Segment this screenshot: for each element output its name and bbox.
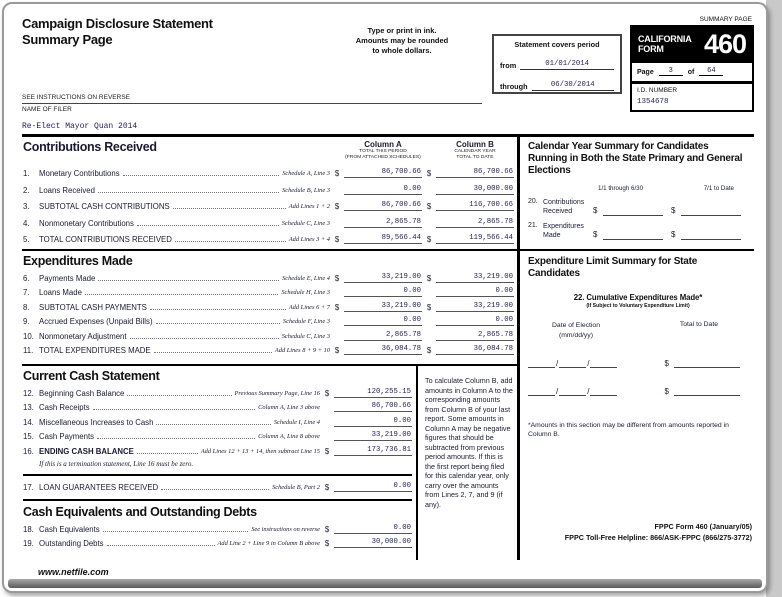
right-column: [520, 137, 754, 560]
id-number-value: 1354678: [637, 98, 669, 106]
blank-amount-field: [603, 230, 663, 240]
title-line-2: Summary Page: [22, 31, 113, 47]
amount-col-a: 33,219.00: [344, 302, 422, 312]
blank-amount-field: [674, 386, 740, 396]
line-number: 7.: [23, 288, 30, 297]
dollar-sign-b: $: [426, 235, 432, 245]
period-box-title: Statement covers period: [514, 40, 600, 49]
amount-col-a: 89,566.44: [344, 234, 422, 244]
line-label: Loans Received: [39, 185, 95, 195]
line-number: 4.: [23, 218, 30, 228]
line-label: TOTAL EXPENDITURES MADE: [39, 346, 151, 355]
dotted-leader: [156, 323, 280, 324]
line-label: Beginning Cash Balance: [39, 388, 125, 398]
statement-period-box: [492, 34, 622, 94]
line-number: 17.: [23, 483, 34, 492]
section-expenditures-made: [22, 251, 517, 366]
election-date-row-2: [528, 386, 748, 396]
page-number-row: [630, 63, 754, 83]
form-number-460: 460: [703, 28, 746, 59]
column-a-sub1: TOTAL THIS PERIOD: [359, 149, 407, 154]
line-number: 18.: [23, 524, 34, 534]
date-of-election-label: Date of Election (mm/dd/yy): [552, 322, 600, 339]
line-label: Accrued Expenses (Unpaid Bills): [39, 317, 153, 326]
dollar-sign-b: $: [426, 273, 432, 283]
section-title: Current Cash Statement: [23, 369, 160, 383]
blank-date-field: [590, 358, 617, 368]
line-label: Cash Payments: [39, 432, 95, 441]
column-a-header: [344, 140, 422, 162]
line-label: TOTAL CONTRIBUTIONS RECEIVED: [39, 235, 172, 245]
form-number-stack: [630, 25, 754, 112]
dotted-leader: [154, 352, 272, 353]
schedule-ref: Schedule B, Part 2: [272, 484, 320, 491]
state-word: CALIFORNIA: [638, 33, 692, 44]
amount: 0.00: [334, 524, 412, 534]
column-b-sub2: TOTAL TO DATE: [456, 155, 494, 161]
blank-date-field: [559, 358, 586, 368]
instruction-line: Amounts may be rounded: [355, 36, 449, 46]
amount-col-b: 119,566.44: [436, 234, 514, 244]
line-number: 9.: [23, 317, 30, 326]
dotted-leader: [97, 438, 255, 439]
page-bottom-bar: [8, 579, 762, 588]
dollar-sign-a: $: [334, 346, 340, 355]
dotted-leader: [137, 453, 198, 454]
page-number-value: 3: [659, 67, 683, 76]
line-label: Monetary Contributions: [39, 169, 120, 179]
schedule-ref: Schedule A, Line 3: [282, 170, 330, 178]
label-line-1: Contributions: [543, 198, 585, 206]
schedule-ref: Add Lines 1 + 2: [288, 203, 330, 211]
dotted-leader: [98, 192, 279, 193]
line-label: Payments Made: [39, 273, 96, 283]
column-a-title: Column A: [364, 140, 402, 149]
section-calendar-year-summary: [520, 137, 754, 251]
total-pages-value: 64: [699, 67, 723, 76]
schedule-ref: Schedule H, Line 3: [281, 289, 330, 296]
line-label: Outstanding Debts: [39, 539, 104, 548]
id-number-label: I.D. NUMBER: [637, 87, 678, 94]
table-row-line-21: [528, 222, 750, 240]
dollar-sign: $: [664, 359, 669, 369]
dollar-sign: $: [664, 387, 669, 397]
table-row-line-5: [23, 234, 514, 244]
dotted-leader: [130, 338, 279, 339]
schedule-ref: Column A, Line 3 above: [258, 404, 320, 411]
table-row-line-9: [23, 316, 514, 326]
blank-amount-field: [681, 206, 741, 216]
dotted-leader: [93, 409, 255, 410]
table-row-line-2: [23, 185, 514, 195]
instruction-line: to whole dollars.: [372, 46, 432, 56]
election-date-row-1: [528, 358, 748, 368]
expenditure-limit-column-labels: [528, 321, 748, 340]
of-label: of: [687, 69, 695, 76]
see-instructions-note: SEE INSTRUCTIONS ON REVERSE: [22, 94, 482, 104]
amount-col-a: 0.00: [344, 185, 422, 195]
dollar-sign: $: [324, 483, 330, 492]
line-label: Miscellaneous Increases to Cash: [39, 417, 154, 427]
amount-col-b: 36,084.78: [436, 345, 514, 355]
column-b-instructions-note: To calculate Column B, add amounts in Column A to the corresponding amounts from Column B of your last report. Some amounts in Column A may be negative figures that should be subtracted from previous period amounts. If this is the first report being filed for this calendar year, only carry over the amounts from Lines 2, 7, and 9 (if any).: [416, 366, 517, 560]
dollar-sign: $: [324, 524, 330, 534]
period-through-row: [500, 81, 614, 91]
blank-amount-field: [603, 206, 663, 216]
amount-col-a: 86,700.66: [344, 201, 422, 211]
table-row-line-20: [528, 198, 750, 216]
line-label: [543, 222, 593, 240]
amount-col-a: 0.00: [344, 316, 422, 326]
line-number: 15.: [23, 432, 34, 441]
dollar-sign: $: [593, 229, 598, 239]
schedule-ref: Add Lines 3 + 4: [288, 236, 330, 244]
section-header-row: [23, 140, 514, 162]
table-row-line-7: [23, 287, 514, 297]
california-form-label: [638, 34, 692, 55]
dotted-leader: [173, 208, 286, 209]
amount-col-b: 33,219.00: [436, 302, 514, 312]
boxes-row: [492, 25, 754, 112]
name-of-filer-label: NAME OF FILER: [22, 106, 72, 113]
schedule-ref: Add Lines 12 + 13 + 14, then subtract Line 15: [200, 447, 320, 455]
amount-col-b: 30,000.00: [436, 185, 514, 195]
blank-amount-field: [674, 358, 740, 368]
section-title: Contributions Received: [23, 140, 157, 154]
summary-page-label: SUMMARY PAGE: [699, 16, 752, 23]
table-row-line-16: [23, 446, 412, 456]
amount-col-a: 2,865.78: [344, 218, 422, 228]
left-column: [22, 137, 520, 560]
schedule-ref: Add Line 2 + Line 9 in Column B above: [217, 540, 320, 547]
table-row-line-8: [23, 302, 514, 312]
line-number: 10.: [23, 331, 34, 341]
schedule-ref: Previous Summary Page, Line 16: [234, 389, 320, 397]
calendar-summary-title: Calendar Year Summary for Candidates Running in Both the State Primary and General Elections: [528, 141, 743, 177]
blank-date-field: [559, 386, 586, 396]
dollar-sign-a: $: [334, 235, 340, 245]
form-word: FORM: [638, 44, 664, 54]
line-number: 3.: [23, 202, 30, 212]
amount-col-a: 33,219.00: [344, 273, 422, 283]
schedule-ref: Column A, Line 8 above: [258, 433, 320, 440]
line-label: SUBTOTAL CASH PAYMENTS: [39, 302, 147, 312]
header-left: [22, 16, 482, 134]
blank-amount-field: [681, 230, 741, 240]
expenditure-limit-title: Expenditure Limit Summary for State Candidates: [528, 256, 698, 280]
column-b-header: [436, 140, 514, 162]
table-row-line-12: [23, 388, 412, 398]
page-label: Page: [637, 69, 654, 76]
dotted-leader: [137, 225, 279, 226]
amount-col-a: 36,084.78: [344, 345, 422, 355]
from-label: from: [500, 61, 517, 70]
dollar-sign: $: [324, 388, 330, 398]
line-number: 11.: [23, 346, 34, 355]
period-1-label: 1/1 through 6/30: [598, 184, 644, 192]
line-number: 12.: [23, 388, 34, 398]
date-separator: /: [587, 359, 590, 369]
amount-col-b: 2,865.78: [436, 218, 514, 228]
amount: 30,000.00: [334, 538, 412, 548]
schedule-ref: See instructions on reverse: [251, 525, 320, 533]
filer-name-value: Re-Elect Mayor Quan 2014: [22, 122, 138, 131]
form-460-summary-page: [2, 2, 768, 593]
line-number: 5.: [23, 235, 30, 245]
table-row-line-1: [23, 168, 514, 178]
line-22-label: 22. Cumulative Expenditures Made*: [573, 293, 703, 303]
amount-col-b: 2,865.78: [436, 331, 514, 341]
netfile-website-text: www.netfile.com: [38, 567, 109, 577]
dotted-leader: [175, 241, 286, 242]
amount: 86,700.66: [334, 402, 412, 412]
table-row-line-10: [23, 331, 514, 341]
table-row-line-4: [23, 218, 514, 228]
dollar-sign: $: [671, 205, 676, 215]
section-current-cash-statement: [22, 366, 416, 560]
dollar-sign: $: [671, 229, 676, 239]
ink-instructions: [322, 16, 482, 56]
date-separator: /: [556, 387, 559, 397]
line-number: 8.: [23, 302, 30, 312]
dollar-sign-b: $: [426, 346, 432, 355]
section-expenditure-limit-summary: [520, 251, 754, 443]
line-number: 19.: [23, 539, 34, 548]
dotted-leader: [85, 294, 278, 295]
termination-note: If this is a termination statement, Line 16 must be zero.: [39, 459, 194, 468]
header-boxes: [492, 16, 754, 134]
label-line-2: Received: [543, 207, 573, 215]
dotted-leader: [98, 280, 279, 281]
line-number: 16.: [23, 446, 34, 456]
amount-col-b: 86,700.66: [436, 168, 514, 178]
column-b-title: Column B: [456, 140, 494, 149]
dotted-leader: [161, 489, 269, 490]
schedule-ref: Schedule F, Line 3: [282, 318, 330, 325]
line-label: [543, 198, 593, 216]
california-form-460-box: [630, 25, 754, 63]
amount-col-a: 0.00: [344, 287, 422, 297]
section-contributions-received: [22, 137, 517, 251]
form-version-text: FPPC Form 460 (January/05): [654, 522, 752, 532]
bottom-left-area: [22, 366, 517, 560]
line-number: 6.: [23, 273, 30, 283]
amount: 33,219.00: [334, 431, 412, 441]
blank-date-field: [528, 386, 555, 396]
helpline-text: FPPC Toll-Free Helpline: 866/ASK-FPPC (866/275-3772): [564, 533, 752, 543]
line-number: 20.: [528, 197, 538, 205]
dollar-sign: $: [324, 446, 330, 456]
through-date-value: 06/30/2014: [532, 81, 614, 91]
table-row-line-6: [23, 273, 514, 283]
amount-col-a: 86,700.66: [344, 168, 422, 178]
blank-date-field: [528, 358, 555, 368]
dollar-sign: $: [324, 539, 330, 548]
amount: 120,255.15: [334, 388, 412, 398]
date-separator: /: [556, 359, 559, 369]
line-label: Cash Receipts: [39, 403, 90, 412]
amount-col-b: 33,219.00: [436, 273, 514, 283]
line-number: 1.: [23, 169, 30, 179]
form-header: [22, 16, 754, 134]
dollar-sign: $: [593, 205, 598, 215]
table-row-line-17: [23, 482, 412, 492]
expenditure-limit-footnote: *Amounts in this section may be different from amounts reported in Column B.: [528, 421, 729, 438]
column-a-sub2: (FROM ATTACHED SCHEDULES): [345, 155, 421, 161]
dollar-sign-b: $: [426, 202, 432, 212]
schedule-ref: Schedule B, Line 3: [282, 186, 330, 194]
through-label: through: [500, 82, 528, 91]
amount: 173,736.81: [334, 446, 412, 456]
dollar-sign-a: $: [334, 202, 340, 212]
schedule-ref: Add Lines 8 + 9 + 10: [274, 347, 330, 354]
table-row-line-11: [23, 345, 514, 355]
section-title-cash-equivalents: Cash Equivalents and Outstanding Debts: [23, 505, 257, 519]
section-title: Expenditures Made: [23, 254, 133, 268]
fppc-footer: [520, 522, 754, 560]
dollar-sign-b: $: [426, 302, 432, 312]
table-row-line-15: [23, 431, 412, 441]
schedule-ref: Schedule I, Line 4: [273, 418, 320, 426]
dollar-sign-a: $: [334, 302, 340, 312]
period-from-row: [500, 60, 614, 70]
column-b-sub1: CALENDAR YEAR: [454, 149, 496, 154]
dotted-leader: [150, 309, 286, 310]
line-label: Cash Equivalents: [39, 524, 100, 534]
line-label: Nonmonetary Contributions: [39, 218, 134, 228]
line-number: 13.: [23, 403, 34, 412]
schedule-ref: Add Lines 6 + 7: [288, 303, 330, 311]
main-table: [22, 137, 754, 560]
line-number: 21.: [528, 221, 538, 229]
amount-col-b: 0.00: [436, 287, 514, 297]
label-line-1: Expenditures: [543, 222, 584, 230]
instruction-line: Type or print in ink.: [367, 26, 437, 35]
line-label: Nonmonetary Adjustment: [39, 331, 127, 341]
period-2-label: 7/1 to Date: [703, 184, 734, 192]
line-label: Loans Made: [39, 288, 82, 297]
table-row-line-3: [23, 201, 514, 211]
line-label: ENDING CASH BALANCE: [39, 446, 134, 456]
dotted-leader: [123, 175, 280, 176]
date-separator: /: [587, 387, 590, 397]
page-content: [4, 4, 766, 577]
dotted-leader: [127, 395, 231, 396]
line-number: 2.: [23, 185, 30, 195]
loan-guarantees-block: [23, 474, 412, 502]
dollar-sign-b: $: [426, 169, 432, 179]
title-line-1: Campaign Disclosure Statement: [22, 16, 213, 31]
blank-date-field: [590, 386, 617, 396]
schedule-ref: Schedule C, Line 3: [281, 332, 330, 340]
amount: 0.00: [334, 417, 412, 427]
line-number: 14.: [23, 417, 34, 427]
table-row-line-14: [23, 417, 412, 427]
table-row-line-13: [23, 402, 412, 412]
line-label: LOAN GUARANTEES RECEIVED: [39, 483, 159, 492]
dotted-leader: [103, 531, 249, 532]
dollar-sign-a: $: [334, 169, 340, 179]
schedule-ref: Schedule E, Line 4: [282, 274, 330, 282]
amount-col-b: 0.00: [436, 316, 514, 326]
schedule-ref: Schedule C, Line 3: [281, 219, 330, 227]
amount-col-a: 2,865.78: [344, 331, 422, 341]
label-line-2: Made: [543, 231, 561, 239]
table-row-line-18: [23, 524, 412, 534]
line-22-sublabel: (If Subject to Voluntary Expenditure Limit): [586, 303, 690, 310]
amount-col-b: 116,700.66: [436, 201, 514, 211]
dotted-leader: [156, 424, 270, 425]
from-date-value: 01/01/2014: [520, 60, 614, 70]
calendar-summary-column-labels: [528, 185, 750, 192]
id-number-box: [630, 83, 754, 112]
line-label: SUBTOTAL CASH CONTRIBUTIONS: [39, 202, 170, 212]
total-to-date-label: Total to Date: [679, 321, 718, 329]
header-top-row: [22, 16, 482, 56]
table-row-line-19: [23, 538, 412, 548]
dollar-sign-a: $: [334, 273, 340, 283]
page-title: [22, 16, 322, 56]
amount: 0.00: [334, 482, 412, 492]
dotted-leader: [107, 545, 215, 546]
